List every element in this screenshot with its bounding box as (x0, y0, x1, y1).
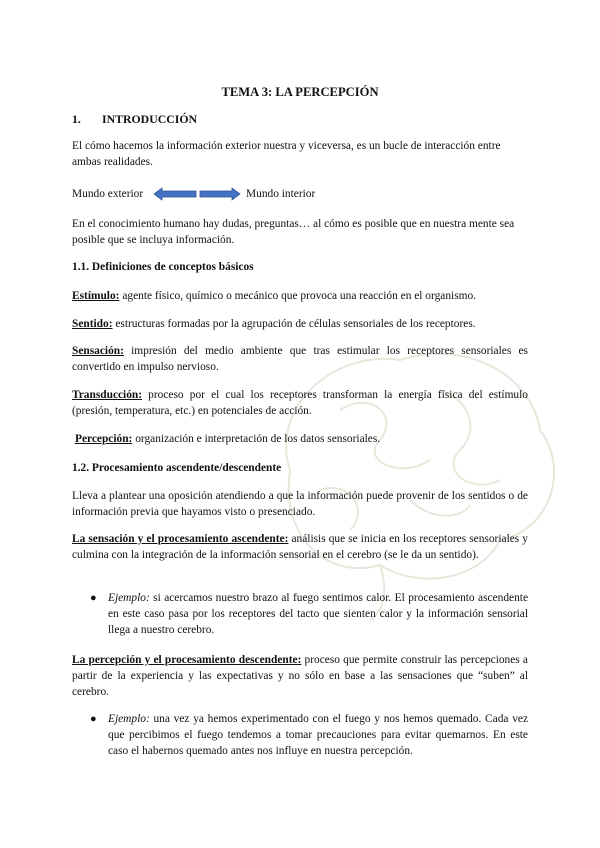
definition-text: análisis que se inicia en los receptores sensoriales y culmina con la integración de la información sensorial en el cerebro (se le da un sentido). (72, 533, 528, 561)
definition-text: proceso por el cual los receptores transforman la energía física del estímulo (presión, temperatura, etc.) en potenciales de acción. (72, 389, 528, 417)
definition-transduccion (72, 387, 528, 419)
section-number: 1. (72, 112, 81, 126)
definition-term: Transducción: (72, 389, 143, 401)
definition-percepcion (75, 431, 531, 447)
intro-paragraph-1: El cómo hacemos la información exterior nuestra y viceversa, es un bucle de interacción entre ambas realidades. (72, 140, 501, 168)
bullet-icon: ● (90, 713, 97, 725)
arrow-label-exterior: Mundo exterior (72, 188, 144, 200)
definition-term: Sentido: (72, 318, 113, 330)
example-label: Ejemplo: (108, 713, 150, 725)
definition-text: organización e interpretación de los datos sensoriales. (132, 433, 381, 445)
intro-paragraph-2: En el conocimiento humano hay dudas, preguntas… al cómo es posible que en nuestra mente sea posible que se incluya información. (72, 218, 515, 246)
definition-text: proceso que permite construir las percepciones a partir de la experiencia y las expectativas y no sólo en base a las sensaciones que “suben” al cerebro. (72, 654, 528, 698)
definition-text: estructuras formadas por la agrupación de células sensoriales de los receptores. (112, 318, 476, 330)
example-text: una vez ya hemos experimentado con el fuego y nos hemos quemado. Cada vez que percibimos el fuego tendemos a tomar precauciones para evitar quemarnos. En este caso el habernos quemado antes nos influye en nuestra percepción. (108, 713, 528, 757)
section-heading-introduccion (72, 111, 528, 127)
definition-term: La percepción y el procesamiento descendente: (72, 654, 302, 666)
definition-term: Percepción: (75, 433, 133, 445)
definition-estimulo (72, 288, 528, 304)
paragraph-descendente (72, 652, 528, 700)
example-ascendente (108, 590, 528, 638)
definition-text: impresión del medio ambiente que tras estimular los receptores sensoriales es convertido en impulso nervioso. (72, 345, 528, 373)
definition-term: Estímulo: (72, 290, 120, 302)
example-text: si acercamos nuestro brazo al fuego sentimos calor. El procesamiento ascendente en este caso pasa por los receptores del tacto que sienten calor y la información sensorial llega a nuestro cerebro. (108, 592, 528, 636)
world-arrow-diagram (72, 186, 372, 202)
paragraph-ascendente (72, 531, 528, 563)
arrow-label-interior: Mundo interior (246, 188, 316, 200)
definition-sensacion (72, 343, 528, 375)
definition-sentido (72, 316, 528, 332)
subsection-heading-1-1: 1.1. Definiciones de conceptos básicos (72, 261, 254, 273)
example-label: Ejemplo: (108, 592, 150, 604)
subsection-heading-1-2: 1.2. Procesamiento ascendente/descendente (72, 462, 282, 474)
bullet-icon: ● (90, 592, 97, 604)
paragraph-1-2: Lleva a plantear una oposición atendiendo a que la información puede provenir de los sentidos o de información previa que hayamos visto o presenciado. (72, 490, 528, 518)
definition-term: La sensación y el procesamiento ascendente: (72, 533, 289, 545)
example-descendente (108, 711, 528, 759)
section-title: INTRODUCCIÓN (102, 112, 198, 126)
page-title: TEMA 3: LA PERCEPCIÓN (221, 85, 379, 99)
double-arrow-icon (154, 186, 244, 202)
definition-term: Sensación: (72, 345, 124, 357)
definition-text: agente físico, químico o mecánico que provoca una reacción en el organismo. (119, 290, 477, 302)
